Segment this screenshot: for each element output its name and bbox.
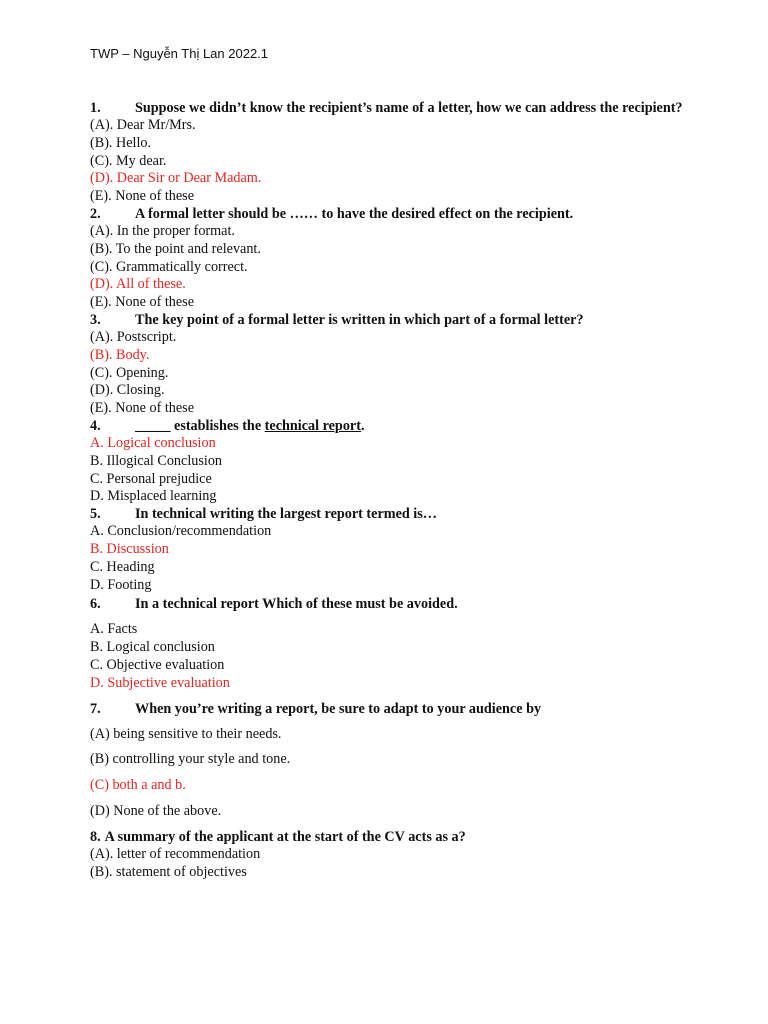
- spacer: [90, 795, 690, 803]
- question-text: Suppose we didn’t know the recipient’s name of a letter, how we can address the recipient?: [135, 100, 683, 116]
- option-1c: (C). My dear.: [90, 152, 167, 169]
- question-text: When you’re writing a report, be sure to adapt to your audience by: [135, 700, 542, 717]
- question-4: [90, 418, 690, 435]
- spacer: [90, 743, 690, 751]
- option-7d: (D) None of the above.: [90, 802, 222, 819]
- quiz-body: [90, 100, 690, 881]
- option-2a: (A). In the proper format.: [90, 222, 235, 239]
- option-1e: (E). None of these: [90, 188, 195, 205]
- question-5: [90, 506, 690, 523]
- option-3a: (A). Postscript.: [90, 328, 177, 345]
- question-1: [90, 100, 690, 117]
- option-4b: B. Illogical Conclusion: [90, 452, 223, 469]
- option-2e: (E). None of these: [90, 294, 195, 311]
- question-6: [90, 596, 690, 613]
- question-text: In technical writing the largest report termed is…: [135, 506, 437, 523]
- spacer: [90, 613, 690, 621]
- question-number: 3.: [90, 311, 101, 328]
- option-5c: C. Heading: [90, 558, 155, 575]
- question-text: A formal letter should be …… to have the desired effect on the recipient.: [135, 205, 574, 222]
- option-3c: (C). Opening.: [90, 364, 169, 381]
- question-number: 7.: [90, 700, 101, 717]
- spacer: [90, 718, 690, 726]
- option-3e: (E). None of these: [90, 400, 195, 417]
- option-6a: A. Facts: [90, 621, 138, 638]
- option-4c: C. Personal prejudice: [90, 470, 212, 487]
- question-number: 1.: [90, 100, 101, 116]
- question-number: 8.: [90, 828, 101, 845]
- option-5a: A. Conclusion/recommendation: [90, 523, 272, 540]
- option-6d-correct: D. Subjective evaluation: [90, 674, 230, 691]
- option-1a: (A). Dear Mr/Mrs.: [90, 117, 196, 133]
- option-7b: (B) controlling your style and tone.: [90, 751, 291, 768]
- option-7a: (A) being sensitive to their needs.: [90, 725, 282, 742]
- option-6c: C. Objective evaluation: [90, 656, 225, 673]
- option-1d-correct: (D). Dear Sir or Dear Madam.: [90, 170, 262, 187]
- question-2: [90, 206, 690, 223]
- option-1b: (B). Hello.: [90, 134, 152, 151]
- option-5d: D. Footing: [90, 576, 152, 593]
- option-4d: D. Misplaced learning: [90, 488, 217, 505]
- option-2b: (B). To the point and relevant.: [90, 240, 261, 257]
- question-text: A summary of the applicant at the start of the CV acts as a?: [104, 828, 466, 845]
- question-text-underlined: technical report: [264, 417, 361, 434]
- question-number: 4.: [90, 417, 101, 434]
- option-3d: (D). Closing.: [90, 382, 165, 399]
- question-text-post: .: [360, 417, 365, 434]
- option-2c: (C). Grammatically correct.: [90, 258, 248, 275]
- option-6b: B. Logical conclusion: [90, 639, 215, 656]
- option-8a: (A). letter of recommendation: [90, 845, 261, 862]
- question-number: 2.: [90, 205, 101, 222]
- question-text-pre: _____ establishes the: [135, 417, 265, 434]
- option-7c-correct: (C) both a and b.: [90, 777, 186, 794]
- question-number: 6.: [90, 596, 101, 613]
- question-text: In a technical report Which of these must be avoided.: [135, 596, 458, 613]
- question-3: [90, 312, 690, 329]
- question-text: The key point of a formal letter is written in which part of a formal letter?: [135, 311, 584, 328]
- option-8b: (B). statement of objectives: [90, 863, 247, 880]
- option-4a-correct: A. Logical conclusion: [90, 434, 216, 451]
- page-header: TWP – Nguyễn Thị Lan 2022.1: [90, 46, 269, 61]
- spacer: [90, 769, 690, 777]
- option-5b-correct: B. Discussion: [90, 540, 169, 557]
- question-number: 5.: [90, 506, 101, 523]
- question-7: [90, 701, 690, 718]
- question-8: [90, 829, 690, 846]
- option-3b-correct: (B). Body.: [90, 346, 150, 363]
- option-2d-correct: (D). All of these.: [90, 276, 186, 293]
